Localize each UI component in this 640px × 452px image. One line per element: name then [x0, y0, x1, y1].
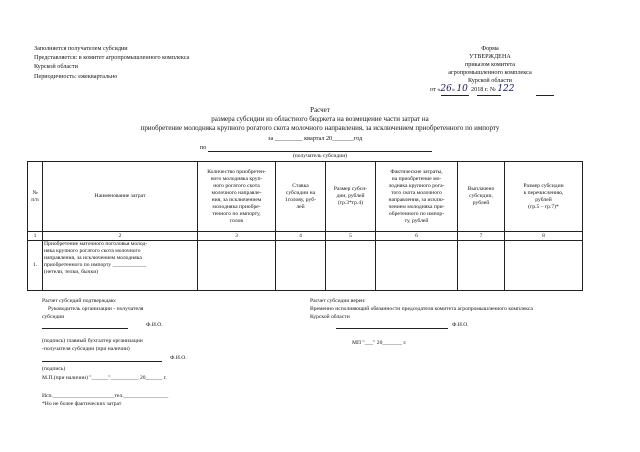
official-region-label: Курской области: [310, 314, 350, 320]
header-col-8: Размер субсидии к перечислению, рублей (гр.5 – гр.7)*: [505, 162, 583, 232]
row-cell-quantity[interactable]: [198, 241, 276, 291]
col-number: 5: [326, 232, 376, 241]
row-cell-paid[interactable]: [458, 241, 505, 291]
head-label-2: субсидии: [42, 314, 65, 320]
row-cell-to-transfer[interactable]: [505, 241, 583, 291]
row-cell-actual-costs[interactable]: [376, 241, 458, 291]
date-day-underline: [441, 95, 469, 96]
col-number: 3: [198, 232, 276, 241]
date-month-underline: [477, 95, 501, 96]
recipient-underline: [208, 151, 432, 152]
col-number: 1: [28, 232, 43, 241]
submitted-to-label: Представляется: в комитет агропромышленного комплекса: [34, 54, 190, 61]
row-cell-rate[interactable]: [276, 241, 326, 291]
form-label: Форма: [481, 45, 499, 52]
column-number-row: [28, 232, 583, 241]
head-fio: Ф.И.О.: [146, 322, 163, 328]
accountant-label: -получателя субсидии (при наличии): [42, 346, 130, 352]
handwritten-month: 10: [456, 84, 468, 94]
table-row: [28, 241, 583, 291]
po-label: по: [200, 144, 207, 151]
col-number: 6: [376, 232, 458, 241]
footnote: *Но не более фактических затрат: [42, 401, 122, 407]
header-col-1: № п/п: [28, 162, 43, 232]
approval-region-label: Курской области: [468, 77, 512, 84]
approved-label: УТВЕРЖДЕНА: [469, 53, 511, 60]
header-col-2: Наименование затрат: [43, 162, 198, 232]
committee-label: агропромышленного комплекса: [448, 69, 532, 76]
doc-subtitle-1: размера субсидии из областного бюджета на возмещение части затрат на: [211, 115, 429, 123]
row-cell-subsidy[interactable]: [326, 241, 376, 291]
handwritten-number: 122: [497, 84, 515, 94]
confirm-label: Расчет субсидий подтверждаю:: [42, 298, 117, 304]
period-line: за _________ квартал 20_______год: [268, 135, 363, 142]
header-col-3: Количество приобретен- ного молодняка круп- ного рогатого скота молочного направле- ния, за исключением молодняка приобре- тенного по импорту, голов: [198, 162, 276, 232]
row-number: 1.: [28, 241, 43, 291]
periodicity-label: Периодичность: ежеквартально: [34, 73, 118, 80]
head-label-1: Руководитель организации - получателя: [48, 306, 144, 312]
head-sign-line: [42, 328, 128, 329]
accountant-sign-caption: (подпись) главный бухгалтер организации: [42, 338, 143, 344]
official-fio: Ф.И.О.: [452, 322, 469, 328]
header-col-7: Выплачено субсидии, рублей: [458, 162, 505, 232]
official-label: Временно исполняющий обязанности председателя комитета агропромышленного комплекса: [310, 306, 533, 312]
subsidy-table: [27, 161, 583, 291]
date-number-underline: [536, 95, 554, 96]
doc-title: Расчет: [310, 106, 330, 114]
col-number: 7: [458, 232, 505, 241]
official-sign-line: [336, 328, 448, 329]
accountant-fio: Ф.И.О.: [170, 355, 187, 361]
approval-date: от «26» 10 2018 г. № 122: [430, 84, 515, 94]
col-number: 4: [276, 232, 326, 241]
recipient-caption: (получатель субсидии): [292, 153, 348, 159]
row-name: Приобретение маточного поголовья молод- няка крупного рогатого скота молочного направления, за исключением молодняка приобретенного по импорту ____________ (нетели, телки, бычки): [43, 241, 198, 291]
filled-by-label: Заполняется получателем субсидии: [34, 45, 128, 52]
col-number: 2: [43, 232, 198, 241]
table-header-row: [28, 162, 583, 232]
accountant-sign-label: (подпись): [42, 366, 66, 372]
header-col-6: Фактические затраты, на приобретение мо- лодняка крупного рога- того скота молочного направления, за исклю- чением молодняка при- обретенного по импор- ту, рублей: [376, 162, 458, 232]
executor-line: Исп.______________________тел.________________: [42, 393, 169, 399]
order-label: приказом комитета: [464, 61, 516, 68]
col-number: 8: [505, 232, 583, 241]
region-label: Курской области: [34, 63, 78, 70]
official-stamp-date: МП "___" 20_______ г.: [352, 340, 407, 346]
accountant-sign-line: [42, 361, 162, 362]
doc-subtitle-2: приобретение молодняка крупного рогатого скота молочного направления, за исключением приобретенного по импорту: [140, 124, 500, 132]
verified-label: Расчет субсидии верен:: [310, 298, 366, 304]
header-col-5: Размер субси- дии, рублей (гр.3*гр.4): [326, 162, 376, 232]
stamp-date-line: М.П.(при наличии) "______"__________ 20______ г.: [42, 375, 167, 381]
handwritten-day: 26: [440, 84, 452, 94]
header-col-4: Ставка субсидии на 1голову, руб- лей: [276, 162, 326, 232]
